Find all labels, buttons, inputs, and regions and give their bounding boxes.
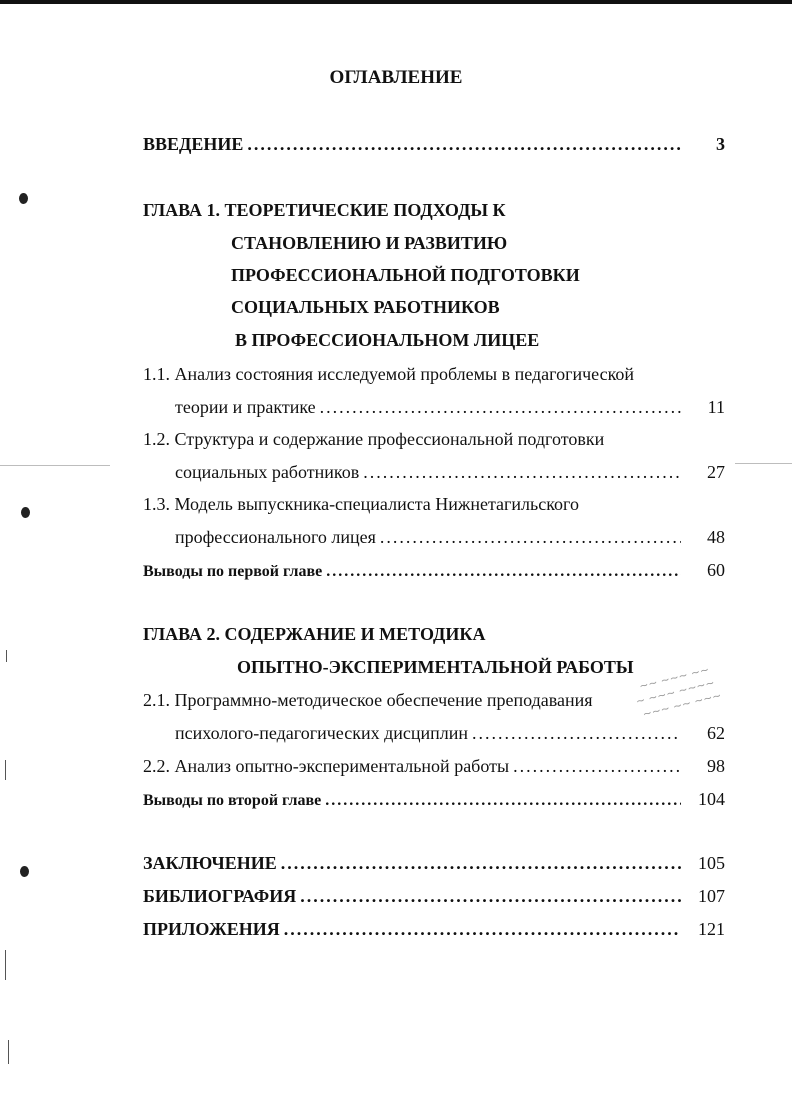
toc-section-1-3 — [175, 525, 725, 549]
toc-section-1-2-line1: 1.2. Структура и содержание профессиональной подготовки — [143, 429, 605, 449]
toc-section-2-2 — [143, 754, 725, 778]
toc-entry-label: Выводы по второй главе — [143, 792, 322, 809]
handwritten-pencil-note: ~~ ~~~ ~~ ~ ~~~ ~~~~ ~~~ ~~ ~~~ — [624, 662, 723, 724]
toc-chapter1-conclusion — [143, 558, 725, 582]
binding-hole-mark — [21, 507, 30, 518]
scan-artifact-line — [735, 463, 792, 464]
chapter1-heading-line1: ГЛАВА 1. ТЕОРЕТИЧЕСКИЕ ПОДХОДЫ К — [143, 200, 506, 220]
binding-hole-mark — [20, 866, 29, 877]
dot-leader — [363, 460, 681, 484]
toc-page-number: 11 — [707, 397, 725, 417]
toc-entry-label: профессионального лицея — [175, 527, 376, 547]
toc-section-1-2 — [175, 460, 725, 484]
dot-leader — [325, 789, 681, 813]
toc-entry-conclusion — [143, 851, 725, 875]
chapter1-heading-line4: СОЦИАЛЬНЫХ РАБОТНИКОВ — [231, 297, 500, 317]
dot-leader — [320, 395, 681, 419]
chapter1-heading-line5: В ПРОФЕССИОНАЛЬНОМ ЛИЦЕЕ — [235, 330, 540, 350]
toc-page-number: 107 — [698, 886, 725, 906]
toc-page-number: 98 — [707, 756, 725, 776]
scan-edge-mark — [6, 650, 7, 662]
chapter1-heading-line2: СТАНОВЛЕНИЮ И РАЗВИТИЮ — [231, 233, 508, 253]
toc-page-number: 27 — [707, 462, 725, 482]
toc-entry-label: психолого-педагогических дисциплин — [175, 723, 469, 743]
scan-top-border — [0, 0, 792, 4]
dot-leader — [472, 721, 681, 745]
dot-leader — [380, 525, 681, 549]
toc-page-number: 48 — [707, 527, 725, 547]
scan-edge-mark — [5, 950, 6, 980]
dot-leader — [281, 851, 681, 875]
toc-entry-appendices — [143, 917, 725, 941]
toc-section-1-1-line1: 1.1. Анализ состояния исследуемой проблемы в педагогической — [143, 364, 635, 384]
toc-section-2-1-line1: 2.1. Программно-методическое обеспечение преподавания — [143, 690, 593, 710]
toc-entry-label: 2.2. Анализ опытно-экспериментальной работы — [143, 756, 510, 776]
toc-section-1-1 — [175, 395, 725, 419]
toc-entry-label: ПРИЛОЖЕНИЯ — [143, 919, 280, 939]
chapter2-heading-line1: ГЛАВА 2. СОДЕРЖАНИЕ И МЕТОДИКА — [143, 624, 486, 644]
dot-leader — [300, 884, 681, 908]
toc-page-number: 104 — [698, 789, 725, 809]
toc-entry-label: БИБЛИОГРАФИЯ — [143, 886, 297, 906]
toc-entry-label: ЗАКЛЮЧЕНИЕ — [143, 853, 277, 873]
toc-page-number: 105 — [698, 853, 725, 873]
toc-entry-bibliography — [143, 884, 725, 908]
scan-edge-mark — [8, 1040, 9, 1064]
toc-entry-intro — [143, 132, 725, 156]
toc-entry-label: Выводы по первой главе — [143, 563, 323, 580]
page-title: ОГЛАВЛЕНИЕ — [329, 67, 463, 88]
dot-leader — [247, 132, 681, 156]
toc-page-number: 3 — [716, 134, 725, 154]
toc-section-2-1 — [175, 721, 725, 745]
dot-leader — [284, 917, 681, 941]
scan-edge-mark — [5, 760, 6, 780]
toc-chapter2-conclusion — [143, 787, 725, 811]
toc-page-number: 62 — [707, 723, 725, 743]
dot-leader — [326, 560, 681, 584]
toc-page-number: 121 — [698, 919, 725, 939]
toc-entry-label: ВВЕДЕНИЕ — [143, 134, 244, 154]
chapter2-heading-line2: ОПЫТНО-ЭКСПЕРИМЕНТАЛЬНОЙ РАБОТЫ — [237, 657, 634, 677]
toc-page-number: 60 — [707, 560, 725, 580]
toc-section-1-3-line1: 1.3. Модель выпускника-специалиста Нижнетагильского — [143, 494, 579, 514]
toc-entry-label: теории и практике — [175, 397, 316, 417]
binding-hole-mark — [19, 193, 28, 204]
chapter1-heading-line3: ПРОФЕССИОНАЛЬНОЙ ПОДГОТОВКИ — [231, 265, 580, 285]
dot-leader — [513, 754, 681, 778]
scan-artifact-line — [0, 465, 110, 466]
toc-entry-label: социальных работников — [175, 462, 360, 482]
